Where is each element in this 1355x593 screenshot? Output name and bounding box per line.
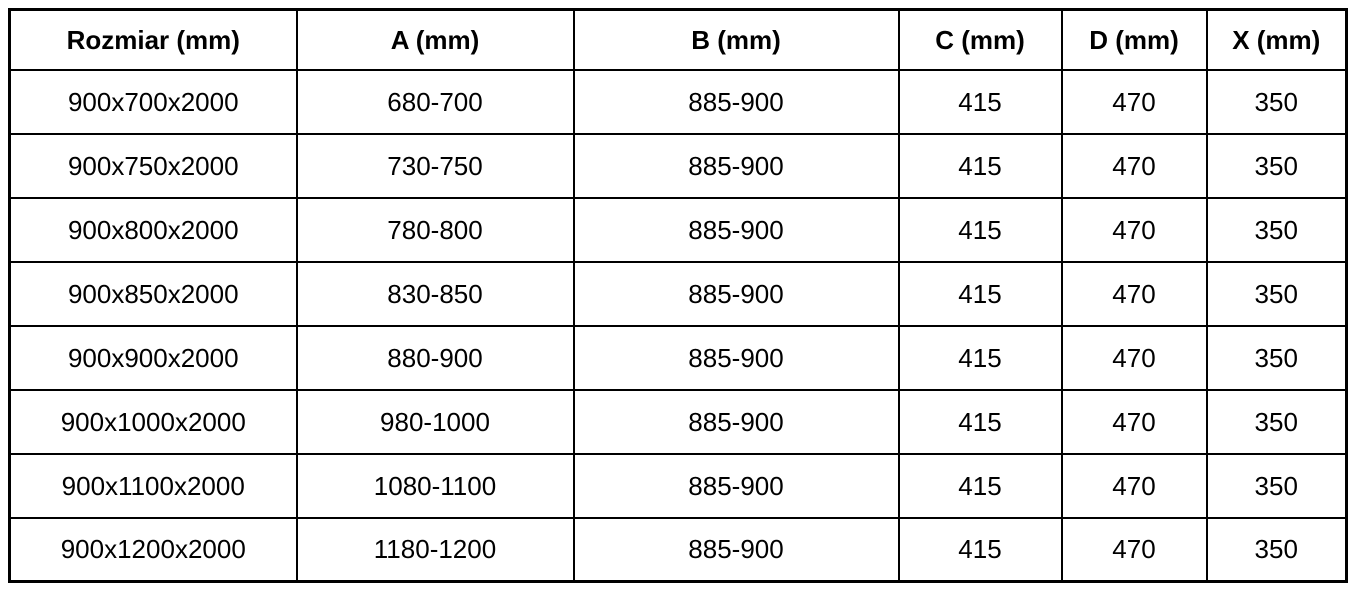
table-cell-x: 350 (1207, 262, 1347, 326)
table-cell-b: 885-900 (574, 134, 899, 198)
table-cell-x: 350 (1207, 518, 1347, 582)
table-cell-c: 415 (899, 454, 1062, 518)
table-cell-a: 780-800 (297, 198, 574, 262)
table-cell-c: 415 (899, 262, 1062, 326)
table-cell-d: 470 (1062, 198, 1207, 262)
header-cell-d: D (mm) (1062, 10, 1207, 70)
table-cell-rozmiar: 900x850x2000 (10, 262, 297, 326)
table-cell-c: 415 (899, 326, 1062, 390)
table-cell-b: 885-900 (574, 454, 899, 518)
table-cell-b: 885-900 (574, 326, 899, 390)
table-cell-x: 350 (1207, 454, 1347, 518)
table-cell-rozmiar: 900x1000x2000 (10, 390, 297, 454)
table-cell-d: 470 (1062, 454, 1207, 518)
table-cell-c: 415 (899, 390, 1062, 454)
table-row (10, 70, 1347, 134)
header-row (10, 10, 1347, 70)
table-cell-d: 470 (1062, 70, 1207, 134)
table-cell-d: 470 (1062, 262, 1207, 326)
table-cell-d: 470 (1062, 326, 1207, 390)
table-cell-b: 885-900 (574, 198, 899, 262)
table-cell-b: 885-900 (574, 262, 899, 326)
table-cell-a: 1180-1200 (297, 518, 574, 582)
table-row (10, 390, 1347, 454)
table-cell-c: 415 (899, 518, 1062, 582)
table-cell-b: 885-900 (574, 390, 899, 454)
table-cell-d: 470 (1062, 518, 1207, 582)
table-cell-rozmiar: 900x750x2000 (10, 134, 297, 198)
table-row (10, 134, 1347, 198)
table-cell-c: 415 (899, 134, 1062, 198)
table-cell-c: 415 (899, 198, 1062, 262)
table-cell-a: 1080-1100 (297, 454, 574, 518)
table-cell-d: 470 (1062, 390, 1207, 454)
table-cell-d: 470 (1062, 134, 1207, 198)
table-row (10, 454, 1347, 518)
table-cell-x: 350 (1207, 390, 1347, 454)
header-cell-a: A (mm) (297, 10, 574, 70)
table-cell-a: 830-850 (297, 262, 574, 326)
table-body (10, 70, 1347, 582)
size-spec-table (8, 8, 1348, 583)
table-cell-b: 885-900 (574, 70, 899, 134)
table-cell-rozmiar: 900x900x2000 (10, 326, 297, 390)
table-row (10, 198, 1347, 262)
header-cell-x: X (mm) (1207, 10, 1347, 70)
table-row (10, 326, 1347, 390)
header-cell-rozmiar: Rozmiar (mm) (10, 10, 297, 70)
table-cell-b: 885-900 (574, 518, 899, 582)
table-row (10, 262, 1347, 326)
table-cell-c: 415 (899, 70, 1062, 134)
header-cell-c: C (mm) (899, 10, 1062, 70)
table-cell-x: 350 (1207, 134, 1347, 198)
table-cell-a: 980-1000 (297, 390, 574, 454)
table-cell-a: 880-900 (297, 326, 574, 390)
table-cell-rozmiar: 900x800x2000 (10, 198, 297, 262)
table-cell-rozmiar: 900x1200x2000 (10, 518, 297, 582)
table-cell-x: 350 (1207, 326, 1347, 390)
table-cell-rozmiar: 900x700x2000 (10, 70, 297, 134)
header-cell-b: B (mm) (574, 10, 899, 70)
table-cell-x: 350 (1207, 70, 1347, 134)
table-cell-a: 680-700 (297, 70, 574, 134)
table-cell-a: 730-750 (297, 134, 574, 198)
table-row (10, 518, 1347, 582)
table-cell-rozmiar: 900x1100x2000 (10, 454, 297, 518)
table-cell-x: 350 (1207, 198, 1347, 262)
